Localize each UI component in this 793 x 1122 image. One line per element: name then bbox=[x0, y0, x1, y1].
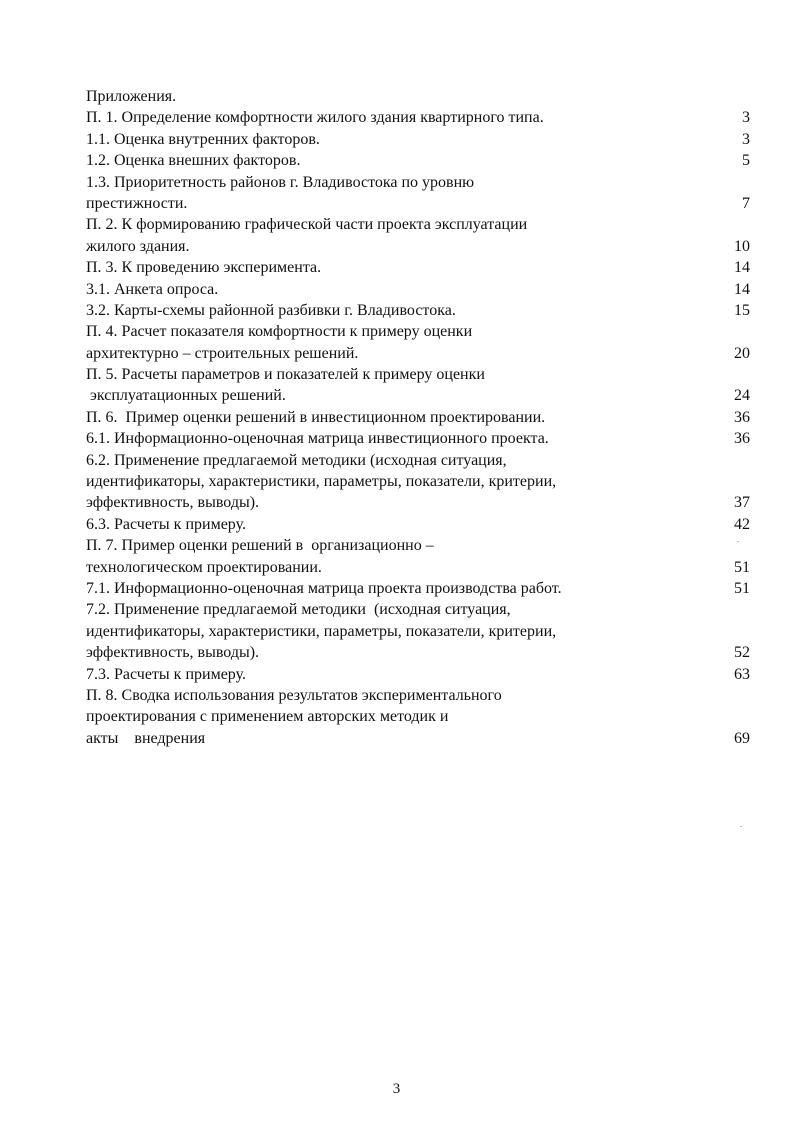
toc-line bbox=[86, 514, 750, 535]
toc-entry-text: эксплуатационных решений. bbox=[86, 387, 286, 405]
toc-page-number: 15 bbox=[734, 301, 750, 319]
toc-entry-text: П. 4. Расчет показателя комфортности к примеру оценки bbox=[86, 323, 473, 341]
toc-entry-text: 3.2. Карты-схемы районной разбивки г. Владивостока. bbox=[86, 301, 456, 319]
toc-line bbox=[86, 599, 750, 620]
scan-speck bbox=[740, 826, 742, 827]
toc-line bbox=[86, 642, 750, 663]
page-number: 3 bbox=[392, 1081, 401, 1097]
toc-entry-text: проектирования с применением авторских методик и bbox=[86, 708, 449, 726]
toc-line bbox=[86, 321, 750, 342]
toc-page-number: 36 bbox=[734, 430, 750, 448]
toc-entry-text: идентификаторы, характеристики, параметры, показатели, критерии, bbox=[86, 622, 557, 640]
toc-lines bbox=[86, 107, 750, 749]
toc-line bbox=[86, 129, 750, 150]
toc-line bbox=[86, 364, 750, 385]
toc-entry-text: П. 5. Расчеты параметров и показателей к примеру оценки bbox=[86, 366, 485, 384]
toc-page-number: 20 bbox=[734, 344, 750, 362]
toc-page-number: 37 bbox=[734, 494, 750, 512]
toc-line bbox=[86, 193, 750, 214]
toc-line bbox=[86, 621, 750, 642]
toc-page-number: 51 bbox=[734, 558, 750, 576]
table-of-contents bbox=[86, 86, 750, 749]
toc-line bbox=[86, 172, 750, 193]
toc-line bbox=[86, 728, 750, 749]
toc-page-number: 51 bbox=[734, 579, 750, 597]
toc-page-number: 7 bbox=[742, 194, 750, 212]
toc-line bbox=[86, 407, 750, 428]
toc-line bbox=[86, 578, 750, 599]
toc-entry-text: П. 7. Пример оценки решений в организационно – bbox=[86, 537, 434, 555]
toc-page-number: 24 bbox=[734, 387, 750, 405]
toc-page-number: 63 bbox=[734, 665, 750, 683]
toc-line bbox=[86, 343, 750, 364]
toc-entry-text: 7.1. Информационно-оценочная матрица проекта производства работ. bbox=[86, 579, 562, 597]
toc-page-number: 3 bbox=[742, 130, 750, 148]
toc-entry-text: эффективность, выводы). bbox=[86, 494, 260, 512]
toc-entry-text: архитектурно – строительных решений. bbox=[86, 344, 359, 362]
toc-page-number: 10 bbox=[734, 237, 750, 255]
toc-page-number: 3 bbox=[742, 109, 750, 127]
toc-entry-text: П. 1. Определение комфортности жилого здания квартирного типа. bbox=[86, 109, 544, 127]
toc-entry-text: 6.2. Применение предлагаемой методики (исходная ситуация, bbox=[86, 451, 507, 469]
toc-page-number: 42 bbox=[734, 515, 750, 533]
toc-line bbox=[86, 279, 750, 300]
toc-line bbox=[86, 492, 750, 513]
toc-line bbox=[86, 257, 750, 278]
toc-page-number: 5 bbox=[742, 152, 750, 170]
toc-entry-text: П. 2. К формированию графической части проекта эксплуатации bbox=[86, 216, 528, 234]
toc-entry-text: 1.3. Приоритетность районов г. Владивостока по уровню bbox=[86, 173, 475, 191]
toc-line bbox=[86, 385, 750, 406]
toc-line bbox=[86, 471, 750, 492]
toc-line bbox=[86, 450, 750, 471]
toc-entry-text: 7.3. Расчеты к примеру. bbox=[86, 665, 246, 683]
toc-entry-text: 6.3. Расчеты к примеру. bbox=[86, 515, 246, 533]
toc-page-number: 14 bbox=[734, 280, 750, 298]
toc-entry-text: престижности. bbox=[86, 194, 188, 212]
toc-heading: Приложения. bbox=[86, 88, 177, 105]
toc-line bbox=[86, 214, 750, 235]
toc-page-number: 36 bbox=[734, 408, 750, 426]
toc-line bbox=[86, 685, 750, 706]
toc-line bbox=[86, 428, 750, 449]
toc-page-number: 69 bbox=[734, 729, 750, 747]
toc-line bbox=[86, 236, 750, 257]
toc-entry-text: эффективность, выводы). bbox=[86, 644, 260, 662]
toc-entry-text: 7.2. Применение предлагаемой методики (исходная ситуация, bbox=[86, 601, 511, 619]
toc-entry-text: идентификаторы, характеристики, параметры, показатели, критерии, bbox=[86, 473, 557, 491]
toc-entry-text: П. 3. К проведению эксперимента. bbox=[86, 259, 322, 277]
toc-page-number: 14 bbox=[734, 259, 750, 277]
toc-entry-text: 6.1. Информационно-оценочная матрица инвестиционного проекта. bbox=[86, 430, 549, 448]
toc-line bbox=[86, 535, 750, 556]
toc-entry-text: 1.2. Оценка внешних факторов. bbox=[86, 152, 301, 170]
toc-line bbox=[86, 107, 750, 128]
toc-entry-text: жилого здания. bbox=[86, 237, 190, 255]
toc-line bbox=[86, 706, 750, 727]
toc-entry-text: 3.1. Анкета опроса. bbox=[86, 280, 219, 298]
toc-entry-text: акты внедрения bbox=[86, 729, 206, 747]
toc-page-number: 52 bbox=[734, 644, 750, 662]
toc-entry-text: 1.1. Оценка внутренних факторов. bbox=[86, 130, 320, 148]
toc-line bbox=[86, 300, 750, 321]
toc-entry-text: П. 6. Пример оценки решений в инвестиционном проектировании. bbox=[86, 408, 546, 426]
toc-line bbox=[86, 557, 750, 578]
scan-speck bbox=[737, 541, 739, 542]
toc-line bbox=[86, 150, 750, 171]
toc-line bbox=[86, 664, 750, 685]
toc-entry-text: П. 8. Сводка использования результатов экспериментального bbox=[86, 686, 502, 704]
toc-entry-text: технологическом проектировании. bbox=[86, 558, 322, 576]
